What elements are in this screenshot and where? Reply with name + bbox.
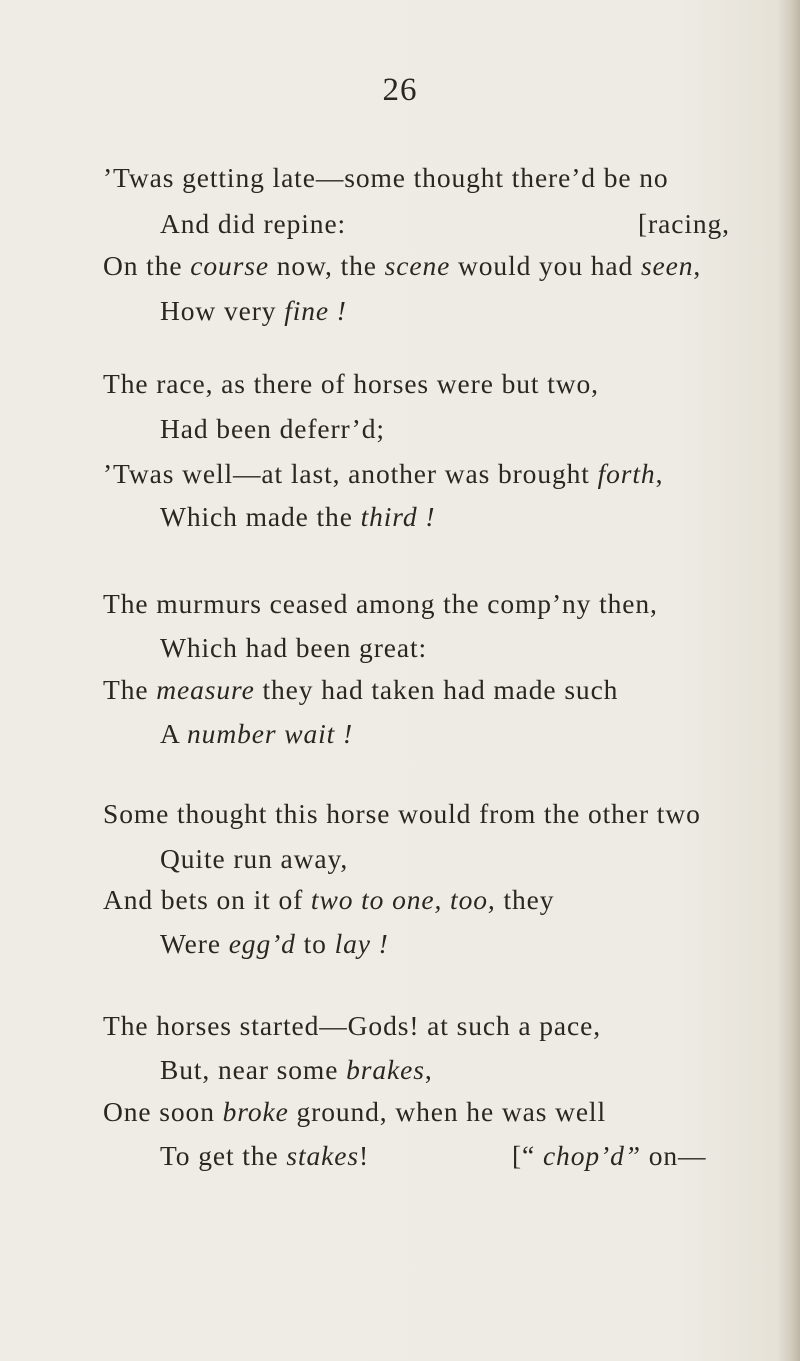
stanza-3-line-1: The murmurs ceased among the comp’ny then, — [103, 588, 658, 619]
stanza-1-line-1: ’Twas getting late—some thought there’d be no — [103, 162, 669, 193]
stanza-2-line-2: Had been deferr’d; — [160, 413, 385, 444]
stanza-5-line-4: To get the stakes! — [160, 1140, 370, 1171]
stanza-1-line-4: How very fine ! — [160, 295, 347, 326]
stanza-2-line-3: ’Twas well—at last, another was brought forth, — [103, 458, 664, 489]
stanza-4-line-4: Were egg’d to lay ! — [160, 928, 389, 959]
stanza-5-line-1: The horses started—Gods! at such a pace, — [103, 1010, 601, 1041]
stanza-1-line-2: And did repine: — [160, 208, 347, 239]
page-number: 26 — [382, 72, 418, 108]
stanza-2-line-4: Which made the third ! — [160, 501, 436, 532]
stanza-3-line-2: Which had been great: — [160, 632, 428, 663]
stanza-5-line-3: One soon broke ground, when he was well — [103, 1096, 607, 1127]
stanza-1-line-3: On the course now, the scene would you had seen, — [103, 250, 702, 281]
stanza-5-line-2: But, near some brakes, — [160, 1054, 433, 1085]
page-edge-shadow — [778, 0, 800, 1361]
stanza-2-line-1: The race, as there of horses were but two, — [103, 368, 599, 399]
stanza-3-line-3: The measure they had taken had made such — [103, 674, 619, 705]
stanza-5-line-4-right: [“ chop’d” on— — [512, 1140, 707, 1171]
stanza-4-line-2: Quite run away, — [160, 843, 349, 874]
stanza-4-line-3: And bets on it of two to one, too, they — [103, 884, 555, 915]
stanza-1-line-2-right: [racing, — [638, 208, 730, 239]
stanza-4-line-1: Some thought this horse would from the other two — [103, 798, 701, 829]
stanza-3-line-4: A number wait ! — [160, 718, 354, 749]
